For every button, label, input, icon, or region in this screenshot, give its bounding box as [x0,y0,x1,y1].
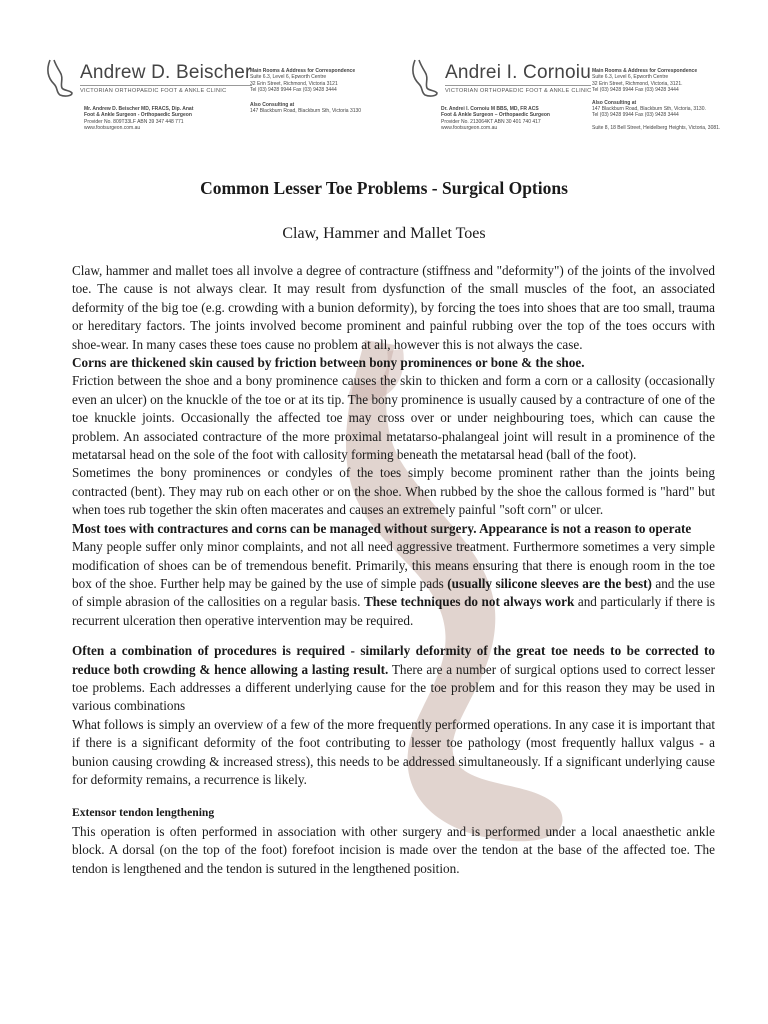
also-consulting-line: Tel (03) 9428 9944 Fax (03) 9428 3444 [592,112,679,119]
bold-run: (usually silicone sleeves are the best) [447,575,652,591]
paragraph [72,538,715,630]
text-run: There are a number of surgical options used to correct lesser toe problems. Each addresses a different underlying cause for the toe problem and for this reason they may be used in various combinations [72,661,715,714]
address-line: Suite 6.3, Level 6, Epworth Centre [592,74,669,81]
address-title: Main Rooms & Address for Correspondence [250,68,356,74]
page-subtitle: Claw, Hammer and Mallet Toes [282,225,486,242]
paragraph: Claw, hammer and mallet toes all involve a degree of contracture (stiffness and "deformity") of the joints of the involved toe. The cause is not always clear. It may result from dysfunction of the small muscles of the foot, an associated deformity of the big toe (e.g. crowding with a bunion deformity), by forcing the toes into shoes that are too small, trauma or hereditary factors. The joints involved become prominent and painful rubbing over the top of the toes occurs with shoe-wear. In many cases these toes cause no problem at all, however this is not always the case. [72,263,715,352]
text-run: Many people suffer only minor complaints, and not all need aggressive treatment. Furthermore sometimes a very simple modification of shoes can be of tremendous benefit. Primarily, this means ensuring that there is enough room in the toe box of the shoe. Further help may be gained by the use of simple pads [72,539,715,591]
header-right [405,58,591,132]
also-consulting-line: 147 Blackburn Road, Blackburn Sth, Victoria, 3130. [592,106,706,113]
also-consulting-line: 147 Blackburn Road, Blackburn Sth, Victoria 3130 [250,108,362,115]
address-line: Suite 6.3, Level 6, Epworth Centre [250,74,327,81]
header-left-address [250,68,361,114]
page-title: Common Lesser Toe Problems - Surgical Options [200,178,568,198]
header-left [40,58,252,132]
doctor-name: Andrei I. Cornoiu [445,61,591,83]
also-consulting-line: Suite 8, 18 Bell Street, Heidelberg Heights, Victoria, 3081. [592,125,721,132]
website-link[interactable]: www.footsurgeon.com.au [84,125,141,132]
bold-statement: Most toes with contractures and corns can be managed without surgery. Appearance is not a reason to operate [72,520,692,536]
website-link[interactable]: www.footsurgeon.com.au [441,125,498,132]
also-consulting-title: Also Consulting at [250,101,295,108]
specialty: Foot & Ankle Surgeon - Orthopaedic Surgeon [84,112,192,119]
paragraph: What follows is simply an overview of a few of the more frequently performed operations. In any case it is important that if there is a significant deformity of the foot contributing to lesser toe pathology (most frequently hallux valgus - a bunion causing crowding & increased stress), this needs to be addressed simultaneously. If a significant underlying cause for deformity remains, a recurrence is likely. [72,716,715,787]
section-heading: Extensor tendon lengthening [72,806,215,820]
foot-logo-icon [40,58,74,98]
address-line: 32 Erin Street, Richmond, Victoria 3121 [250,80,338,87]
provider-number: Provider No. 213064KT ABN 30 401 740 417 [441,118,541,125]
bold-run: These techniques do not always work [363,594,575,610]
paragraph: This operation is often performed in association with other surgery and is performed under a local anaesthetic ankle block. A dorsal (on the top of the foot) forefoot incision is made over the tendon at the base of the affected toe. The tendon is lengthened and the tendon is sutured in the lengthened position. [72,823,715,876]
address-line: Tel (03) 9428 9944 Fax (03) 9428 3444 [592,87,679,94]
address-line: Tel (03) 9428 9944 Fax (03) 9428 3444 [250,87,337,94]
text-run: and particularly if there is recurrent ulceration then operative intervention may be required. [72,594,715,628]
bold-statement: Corns are thickened skin caused by friction between bony prominences or bone & the shoe. [72,355,585,371]
provider-number: Provider No. 809T33LF ABN 39 347 448 771 [84,118,184,125]
address-title: Main Rooms & Address for Correspondence [592,68,698,74]
credentials: Mr. Andrew D. Beischer MD, FRACS, Dip. Anat [84,106,194,112]
paragraph [72,642,715,716]
clinic-name: VICTORIAN ORTHOPAEDIC FOOT & ANKLE CLINIC [80,85,252,94]
specialty: Foot & Ankle Surgeon – Orthopaedic Surgeon [441,112,550,119]
address-line: 32 Erin Street, Richmond, Victoria, 3121. [592,80,683,87]
article-body [72,262,715,878]
paragraph: Friction between the shoe and a bony prominence causes the skin to thicken and form a corn or a callosity (occasionally even an ulcer) on the knuckle of the toe or at its tip. The bony prominence is usually caused by a contracture of one of the toe knuckle joints. Occasionally the affected toe may cross over or under neighbouring toes, which can cause the problem. An associated contracture of the more proximal metatarso-phalangeal joint will result in a prominence of the metatarsal head on the sole of the foot with callosity forming beneath the metatarsal head (ball of the foot). [72,373,715,463]
also-consulting-title: Also Consulting at [592,99,637,106]
foot-logo-icon [405,58,439,98]
credentials: Dr. Andrei I. Cornoiu M BBS, MD, FR ACS [441,106,539,112]
header-right-address [592,68,720,132]
text-run: and the use of simple abrasion of the callosities on a regular basis. [72,575,715,610]
clinic-name: VICTORIAN ORTHOPAEDIC FOOT & ANKLE CLINIC [445,85,591,94]
bold-run: Often a combination of procedures is required - similarly deformity of the great toe needs to be corrected to reduce both crowding & hence allowing a lasting result. [72,643,715,677]
paragraph: Sometimes the bony prominences or condyles of the toes simply become prominent rather than the joints being contracted (bent). They may rub on each other or on the shoe. When rubbed by the shoe the callous formed is "hard" but when toes rub together the skin often macerates and causes an extremely painful "soft corn" or ulcer. [72,465,715,518]
doctor-name: Andrew D. Beischer [80,61,252,83]
